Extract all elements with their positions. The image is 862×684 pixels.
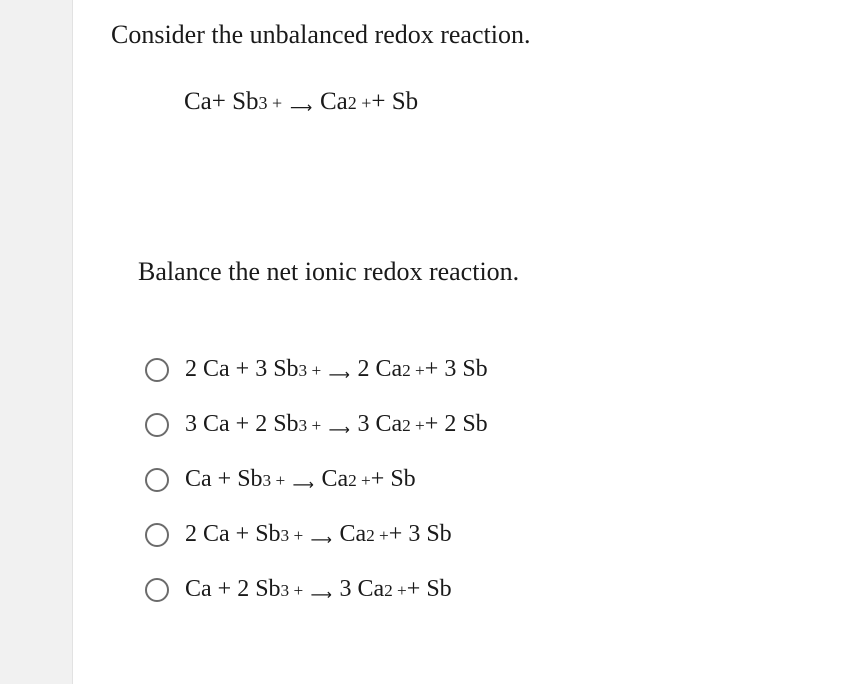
product-sb: + Sb bbox=[371, 88, 419, 115]
option-reactants: 3 Ca + 2 Sb bbox=[185, 411, 299, 437]
option-product-sb: + 3 Sb bbox=[424, 356, 488, 382]
unbalanced-reaction: Ca + Sb 3 + ⟶ Ca 2 + + Sb bbox=[184, 88, 419, 117]
option-product-sb: + 3 Sb bbox=[388, 521, 452, 547]
option-product-ca: Ca bbox=[321, 466, 349, 492]
option-product-ca: Ca bbox=[339, 521, 367, 547]
instruction-text: Balance the net ionic redox reaction. bbox=[138, 257, 520, 286]
answer-option-4[interactable] bbox=[145, 507, 488, 562]
answer-option-3[interactable] bbox=[145, 452, 488, 507]
option-product-ca: 3 Ca bbox=[339, 576, 385, 602]
question-prompt: Consider the unbalanced redox reaction. bbox=[111, 20, 531, 49]
radio-button[interactable] bbox=[145, 523, 169, 547]
answer-options bbox=[145, 342, 488, 617]
option-equation: 2 Ca + 3 Sb 3 + ⟶ 2 Ca 2 + + 3 Sb bbox=[185, 356, 488, 384]
option-equation: Ca + 2 Sb 3 + ⟶ 3 Ca 2 + + Sb bbox=[185, 576, 452, 604]
arrow-icon: ⟶ bbox=[292, 475, 314, 494]
answer-option-2[interactable] bbox=[145, 397, 488, 452]
reaction-arrow-icon: ⟶ bbox=[289, 98, 313, 117]
option-product-sb: + Sb bbox=[406, 576, 452, 602]
arrow-icon: ⟶ bbox=[328, 365, 350, 384]
radio-button[interactable] bbox=[145, 468, 169, 492]
option-equation: Ca + Sb 3 + ⟶ Ca 2 + + Sb bbox=[185, 466, 416, 494]
radio-button[interactable] bbox=[145, 413, 169, 437]
radio-button[interactable] bbox=[145, 578, 169, 602]
option-equation: 3 Ca + 2 Sb 3 + ⟶ 3 Ca 2 + + 2 Sb bbox=[185, 411, 488, 439]
left-gutter bbox=[0, 0, 73, 684]
radio-button[interactable] bbox=[145, 358, 169, 382]
product-ca: Ca bbox=[319, 88, 348, 115]
arrow-icon: ⟶ bbox=[310, 585, 332, 604]
option-product-ca: 2 Ca bbox=[357, 356, 403, 382]
reactant-ca: Ca bbox=[184, 88, 212, 115]
arrow-icon: ⟶ bbox=[310, 530, 332, 549]
option-equation: 2 Ca + Sb 3 + ⟶ Ca 2 + + 3 Sb bbox=[185, 521, 452, 549]
arrow-icon: ⟶ bbox=[328, 420, 350, 439]
answer-option-1[interactable] bbox=[145, 342, 488, 397]
answer-option-5[interactable] bbox=[145, 562, 488, 617]
option-product-ca: 3 Ca bbox=[357, 411, 403, 437]
option-product-sb: + Sb bbox=[370, 466, 416, 492]
option-reactants: Ca + 2 Sb bbox=[185, 576, 281, 602]
option-reactants: 2 Ca + 3 Sb bbox=[185, 356, 299, 382]
option-product-sb: + 2 Sb bbox=[424, 411, 488, 437]
reactant-sb: + Sb bbox=[211, 88, 259, 115]
option-reactants: Ca + Sb bbox=[185, 466, 263, 492]
option-reactants: 2 Ca + Sb bbox=[185, 521, 281, 547]
